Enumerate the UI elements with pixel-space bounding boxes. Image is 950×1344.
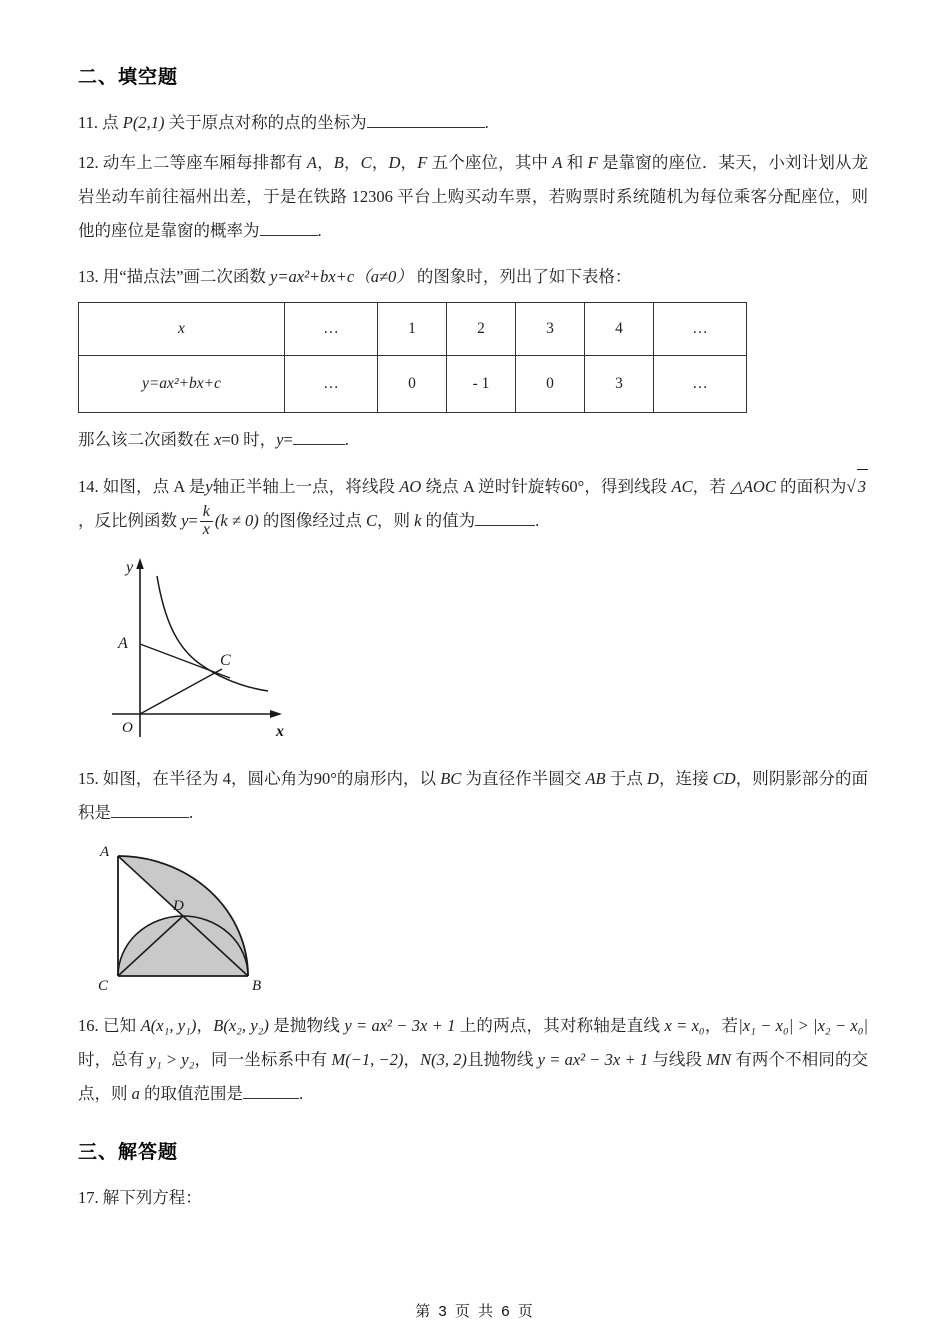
- q12-window-seat-a: A: [552, 153, 563, 172]
- q14-segment-ao: AO: [399, 477, 422, 496]
- table-cell-x-5: …: [654, 303, 747, 356]
- table-cell-y-3: 0: [516, 356, 585, 413]
- table-row-label-y: y=ax²+bx+c: [79, 356, 285, 413]
- sector-label-a: A: [100, 843, 110, 860]
- q16-text-f: ，同一坐标系中有: [194, 1049, 332, 1069]
- q11-answer-blank[interactable]: [367, 127, 485, 128]
- q16-parabola-equation: y = ax² − 3x + 1: [344, 1015, 456, 1035]
- q13-tail-a: 那么该二次函数在: [78, 430, 215, 449]
- q14-fraction-k-over-x: [200, 504, 213, 539]
- q12-text-b: 五个座位，其中: [427, 153, 553, 172]
- quadratic-value-table: [78, 302, 747, 413]
- q14-text-c: 绕点 A 逆时针旋转: [421, 477, 562, 496]
- q16-point-a: A: [140, 1015, 151, 1035]
- q13-condition: （a≠0）: [354, 267, 413, 286]
- q16-text-j: 的取值范围是: [139, 1083, 243, 1103]
- q12-seat-b: B: [333, 153, 344, 172]
- q14-period: .: [535, 511, 540, 530]
- q16-y-comparison: y₁ > y₂: [148, 1049, 195, 1069]
- q15-segment-cd: CD: [712, 768, 736, 788]
- table-cell-y-2: ‑ 1: [447, 356, 516, 413]
- question-16: [78, 1009, 868, 1111]
- q16-period: .: [299, 1083, 304, 1103]
- figure-hyperbola-wrapper: [100, 552, 868, 752]
- sector-label-d: D: [173, 897, 184, 914]
- q13-tail-x: x: [214, 430, 222, 449]
- q16-point-m: M: [331, 1049, 346, 1069]
- table-cell-y-0: …: [285, 356, 378, 413]
- figure-label-c: C: [220, 651, 231, 669]
- q14-triangle-aoc: △AOC: [730, 477, 776, 496]
- q12-sep-3: ，: [371, 153, 389, 172]
- q14-text-d: ，得到线段: [584, 477, 672, 496]
- q13-text-a: 用“描点法”画二次函数: [102, 267, 271, 286]
- q17-number: 17.: [78, 1187, 99, 1207]
- q16-text-e: 时，总有: [78, 1049, 149, 1069]
- q12-window-seat-f: F: [587, 153, 598, 172]
- q13-answer-blank[interactable]: [293, 444, 345, 445]
- q14-text-h: 的图像经过点: [258, 511, 366, 530]
- sector-label-b: B: [252, 977, 262, 994]
- q12-sep-4: ，: [400, 153, 418, 172]
- q11-variable-p: P: [122, 113, 133, 132]
- q16-point-n: N: [420, 1049, 432, 1069]
- q15-text-c: 为直径作半圆交: [461, 768, 586, 788]
- q16-number: 16.: [78, 1015, 99, 1035]
- q15-diameter-bc: BC: [440, 768, 462, 788]
- figure-label-y: y: [126, 558, 134, 576]
- figure-label-o: O: [122, 719, 133, 736]
- q14-text-j: 的值为: [421, 511, 476, 530]
- q14-number: 14.: [78, 477, 99, 496]
- q16-point-b-coords: (x₂, y₂): [223, 1015, 269, 1035]
- q15-text-e: ，连接: [658, 768, 713, 788]
- section-heading-solution: 三、解答题: [78, 1141, 179, 1163]
- q12-text-c: 和: [562, 153, 588, 172]
- q11-number: 11.: [78, 113, 99, 132]
- q16-text-g: 且抛物线: [466, 1049, 538, 1069]
- q13-tail-b: =0 时，: [221, 430, 277, 449]
- table-row-label-x: x: [79, 303, 285, 356]
- table-row: [79, 356, 747, 413]
- q12-answer-blank[interactable]: [260, 235, 318, 236]
- q14-angle: 60°: [561, 477, 585, 496]
- q11-text-b: 关于原点对称的点的坐标为: [164, 113, 367, 132]
- q14-text-f: 的面积为: [775, 477, 847, 496]
- section-heading-fill-blank: 二、填空题: [78, 67, 179, 88]
- q16-text-c: 上的两点，其对称轴是直线: [455, 1015, 665, 1035]
- q16-axis-of-symmetry: x = x₀: [664, 1015, 705, 1035]
- q15-text-f: ，则阴影部分的面积是: [78, 768, 869, 822]
- q16-point-a-coords: (x₁, y₁): [150, 1015, 197, 1035]
- q11-text-a: 点: [102, 113, 123, 132]
- y-axis-arrow-icon: [136, 558, 144, 569]
- q16-point-m-coords: (−1, −2): [345, 1049, 404, 1069]
- figure-label-a: A: [118, 634, 128, 652]
- table-row: [79, 303, 747, 356]
- q15-text-b: 的扇形内，以: [336, 768, 441, 788]
- q16-parabola-equation-2: y = ax² − 3x + 1: [537, 1049, 649, 1069]
- q16-sep-1: ，: [196, 1015, 214, 1035]
- q15-period: .: [189, 802, 194, 822]
- q14-axis-y: y: [205, 477, 213, 496]
- q14-function-y: y: [181, 511, 189, 530]
- question-15: [78, 762, 868, 830]
- q13-tail-c: =: [283, 430, 293, 449]
- x-axis-arrow-icon: [270, 710, 282, 718]
- q13-period: .: [344, 430, 349, 449]
- question-12: [78, 146, 868, 248]
- question-13-tail: [78, 423, 868, 457]
- q16-text-b: 是抛物线: [268, 1015, 345, 1035]
- q13-number: 13.: [78, 267, 99, 286]
- segment-oc-line: [140, 669, 222, 714]
- q14-variable-k: k: [414, 511, 422, 530]
- q14-text-a: 如图，点 A 是: [102, 477, 206, 496]
- table-cell-x-0: …: [285, 303, 378, 356]
- q13-tail-y: y: [276, 430, 284, 449]
- q16-variable-a: a: [131, 1083, 140, 1103]
- q14-text-e: ，若: [692, 477, 731, 496]
- table-cell-y-4: 3: [585, 356, 654, 413]
- q14-area-value: 3: [857, 469, 868, 504]
- q16-text-a: 已知: [102, 1015, 141, 1035]
- q12-sep-1: ，: [316, 153, 334, 172]
- q15-point-d: D: [647, 768, 659, 788]
- q16-text-d: ，若: [704, 1015, 739, 1035]
- q11-coordinates: (2,1): [132, 113, 165, 132]
- q12-seat-d: D: [388, 153, 401, 172]
- q15-angle: 90°: [313, 768, 337, 788]
- q14-text-i: ，则: [377, 511, 415, 530]
- q16-point-b: B: [213, 1015, 224, 1035]
- q15-text-a: 如图，在半径为 4，圆心角为: [102, 768, 314, 788]
- q14-text-b: 轴正半轴上一点，将线段: [212, 477, 400, 496]
- q14-segment-ac: AC: [671, 477, 693, 496]
- q12-number: 12.: [78, 153, 99, 172]
- q15-answer-blank[interactable]: [111, 817, 189, 818]
- q13-text-b: 的图象时，列出了如下表格：: [412, 267, 632, 286]
- page-footer: 第 3 页 共 6 页: [415, 1303, 535, 1320]
- q12-period: .: [317, 221, 322, 240]
- q14-function-equals: =: [188, 511, 198, 530]
- q14-function-condition: (k ≠ 0): [214, 511, 259, 530]
- q12-text-a: 动车上二等座车厢每排都有: [102, 153, 307, 172]
- q15-number: 15.: [78, 768, 99, 788]
- q13-formula: y=ax²+bx+c: [270, 267, 355, 286]
- q16-text-i: 有两个不相同的交点，则: [78, 1049, 869, 1103]
- figure-label-x: x: [276, 722, 284, 740]
- q12-seat-f: F: [417, 153, 428, 172]
- sqrt-icon: √: [846, 477, 856, 496]
- q14-text-g: ，反比例函数: [78, 511, 182, 530]
- q12-sep-2: ，: [343, 153, 361, 172]
- sector-semicircle-figure: [96, 842, 276, 994]
- q14-answer-blank[interactable]: [475, 525, 535, 526]
- figure-sector-wrapper: [96, 842, 868, 999]
- fraction-numerator: k: [202, 502, 210, 520]
- q16-answer-blank[interactable]: [243, 1098, 299, 1099]
- q16-point-n-coords: (3, 2): [431, 1049, 467, 1069]
- question-14: [78, 469, 868, 540]
- question-17: [78, 1181, 868, 1215]
- q15-text-d: 于点: [605, 768, 648, 788]
- sector-label-c: C: [98, 977, 109, 994]
- q14-point-c: C: [366, 511, 378, 530]
- q15-chord-ab: AB: [585, 768, 606, 788]
- table-cell-x-4: 4: [585, 303, 654, 356]
- hyperbola-coordinate-figure: [100, 552, 300, 747]
- table-cell-x-2: 2: [447, 303, 516, 356]
- q16-sep-2: ，: [403, 1049, 421, 1069]
- page-content: [78, 62, 868, 1227]
- q16-text-h: 与线段: [648, 1049, 707, 1069]
- fraction-denominator: x: [200, 521, 213, 539]
- q12-seat-c: C: [360, 153, 372, 172]
- q12-text-d: 是靠窗的座位．某天，小刘计划从龙岩坐动车前往福州出差，于是在铁路 12306 平台上购买动车票，若购票时系统随机为每位乘客分配座位，则他的座位是靠窗的概率为: [78, 153, 869, 240]
- table-cell-x-3: 3: [516, 303, 585, 356]
- q12-seat-a: A: [306, 153, 317, 172]
- table-cell-y-1: 0: [378, 356, 447, 413]
- table-cell-y-5: …: [654, 356, 747, 413]
- table-cell-x-1: 1: [378, 303, 447, 356]
- q16-inequality: |x₁ − x₀| > |x₂ − x₀|: [738, 1015, 869, 1035]
- q16-segment-mn: MN: [706, 1049, 732, 1069]
- q17-text: 解下列方程：: [102, 1187, 202, 1207]
- q11-period: .: [484, 113, 489, 132]
- question-11: [78, 106, 868, 140]
- question-13: [78, 260, 868, 294]
